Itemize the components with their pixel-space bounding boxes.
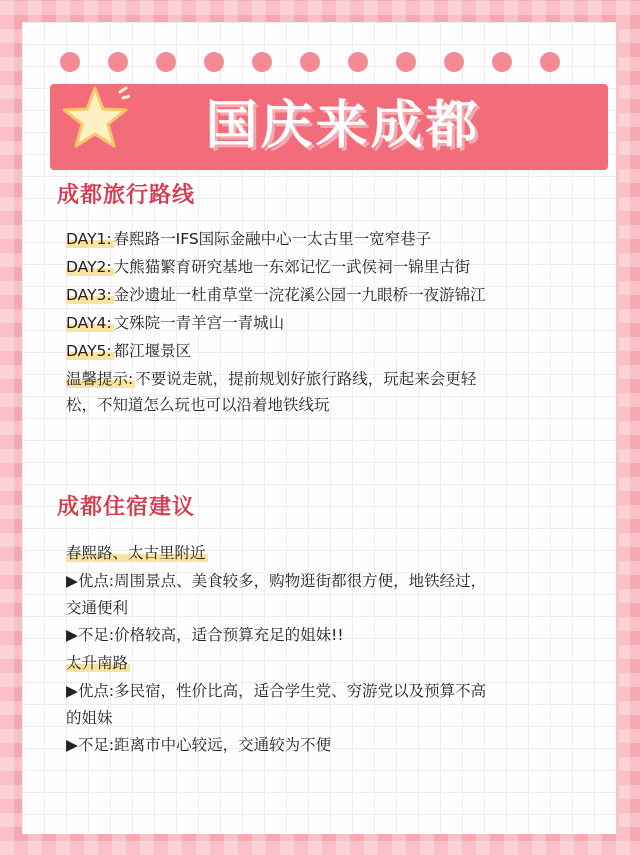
page-title: 国庆来成都 — [205, 96, 481, 156]
area-cons: ▶不足:价格较高，适合预算充足的姐妹!! — [66, 626, 344, 644]
day-label: DAY1: — [66, 230, 112, 248]
day-label: DAY4: — [66, 314, 112, 332]
route-day-1 — [66, 226, 586, 252]
binder-holes — [60, 52, 580, 74]
route-day-3 — [66, 282, 586, 308]
area-name-label: 太升南路 — [66, 654, 129, 672]
day-label: DAY2: — [66, 258, 112, 276]
binder-hole — [108, 52, 128, 72]
tip-label: 温馨提示: — [66, 370, 134, 388]
binder-hole — [444, 52, 464, 72]
day-text: 大熊猫繁育研究基地一东郊记忆一武侯祠一锦里古街 — [113, 258, 471, 276]
day-label: DAY5: — [66, 342, 112, 360]
route-heading: 成都旅行路线 — [57, 183, 196, 208]
area-pros: ▶优点:多民宿，性价比高，适合学生党、穷游党以及预算不高 — [66, 682, 487, 700]
binder-hole — [492, 52, 512, 72]
route-day-5 — [66, 338, 586, 364]
area-cons: ▶不足:距离市中心较远，交通较为不便 — [66, 736, 332, 754]
binder-hole — [300, 52, 320, 72]
day-label: DAY3: — [66, 286, 112, 304]
day-text: 文殊院一青羊宫一青城山 — [113, 314, 285, 332]
binder-hole — [348, 52, 368, 72]
binder-hole — [156, 52, 176, 72]
binder-hole — [540, 52, 560, 72]
day-text: 都江堰景区 — [113, 342, 192, 360]
route-day-4 — [66, 310, 586, 336]
binder-hole — [204, 52, 224, 72]
star-icon — [60, 84, 130, 154]
area-pros-cont: 的姐妹 — [66, 709, 113, 727]
travel-tip — [66, 366, 586, 418]
tip-text-line2: 松，不知道怎么玩也可以沿着地铁线玩 — [66, 396, 330, 414]
day-text: 春熙路一IFS国际金融中心一太古里一宽窄巷子 — [113, 230, 432, 248]
area-pros: ▶优点:周围景点、美食较多，购物逛街都很方便，地铁经过， — [66, 572, 487, 590]
day-text: 金沙遗址一杜甫草堂一浣花溪公园一九眼桥一夜游锦江 — [113, 286, 486, 304]
binder-hole — [396, 52, 416, 72]
area-name — [66, 540, 586, 566]
tip-text-line1: 不要说走就，提前规划好旅行路线，玩起来会更轻 — [135, 370, 477, 388]
binder-hole — [252, 52, 272, 72]
area-name-label: 春熙路、太古里附近 — [66, 544, 206, 562]
area-pros-cont: 交通便利 — [66, 599, 129, 617]
lodging-heading: 成都住宿建议 — [57, 495, 196, 520]
route-day-2 — [66, 254, 586, 280]
area-name — [66, 650, 586, 676]
binder-hole — [60, 52, 80, 72]
